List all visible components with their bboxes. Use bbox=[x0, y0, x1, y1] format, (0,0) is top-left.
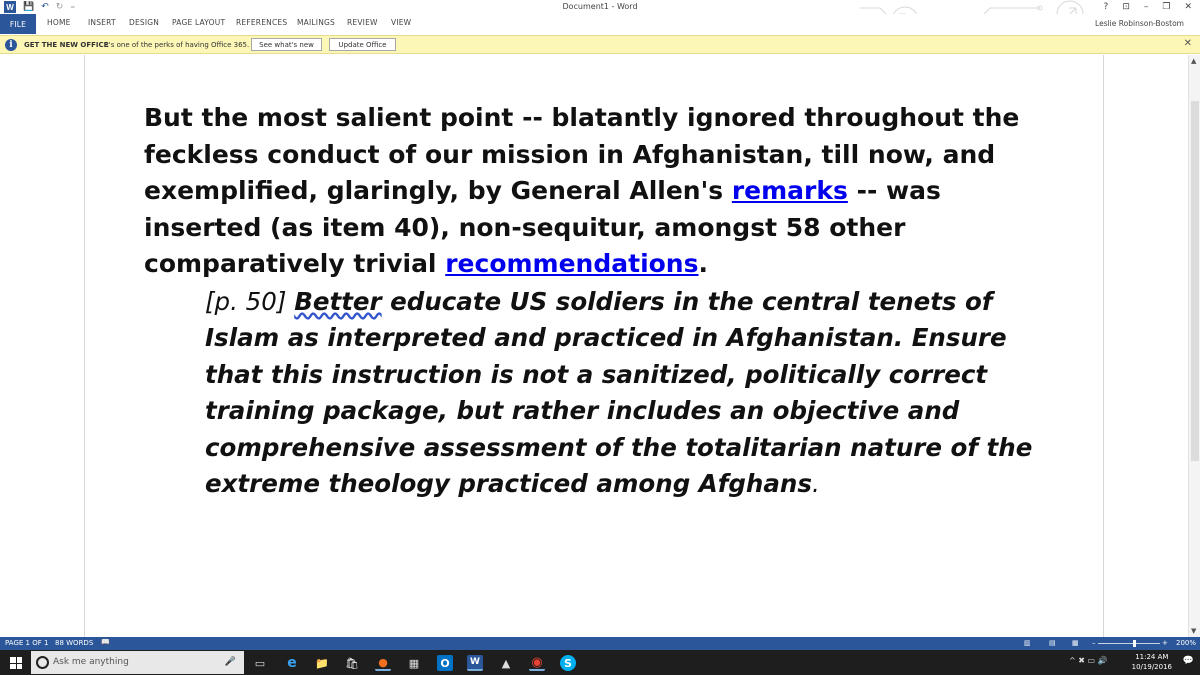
clock[interactable] bbox=[1132, 652, 1172, 672]
document-area bbox=[0, 55, 1200, 637]
status-bar bbox=[0, 637, 1200, 650]
paragraph-quote[interactable] bbox=[205, 284, 1065, 502]
quote-end: . bbox=[811, 469, 820, 499]
tab-mailings[interactable]: MAILINGS bbox=[297, 18, 335, 27]
store-icon[interactable]: 🛍 bbox=[345, 656, 359, 670]
scroll-up-icon[interactable]: ▲ bbox=[1191, 57, 1197, 65]
message-title: GET THE NEW OFFICE bbox=[24, 41, 109, 49]
close-icon[interactable]: ✕ bbox=[1183, 38, 1192, 49]
user-account[interactable]: Leslie Robinson-Bostom bbox=[1095, 19, 1184, 28]
save-icon[interactable]: 💾 bbox=[23, 2, 35, 12]
ribbon-display-options-button[interactable]: ⊡ bbox=[1122, 2, 1130, 12]
task-view-icon[interactable]: ▭ bbox=[254, 656, 266, 670]
page-count[interactable]: PAGE 1 OF 1 bbox=[5, 639, 49, 647]
tab-home[interactable]: HOME bbox=[47, 18, 71, 27]
tab-design[interactable]: DESIGN bbox=[129, 18, 160, 27]
paragraph-end: . bbox=[698, 249, 708, 278]
message-text: It's one of the perks of having Office 365. bbox=[104, 41, 250, 49]
zoom-level[interactable]: 200% bbox=[1176, 639, 1197, 647]
update-office-button[interactable]: Update Office bbox=[329, 38, 396, 51]
file-explorer-icon[interactable]: 📁 bbox=[315, 656, 329, 670]
close-button[interactable]: ✕ bbox=[1184, 2, 1192, 12]
tab-view[interactable]: VIEW bbox=[391, 18, 412, 27]
taskbar bbox=[0, 650, 1200, 675]
message-bar bbox=[0, 35, 1200, 54]
windows-start-icon[interactable] bbox=[10, 657, 22, 669]
zoom-out-button[interactable]: – bbox=[1092, 639, 1096, 647]
link-recommendations[interactable]: recommendations bbox=[445, 249, 699, 278]
window-title: Document1 - Word bbox=[562, 2, 638, 11]
scroll-thumb[interactable] bbox=[1191, 101, 1199, 461]
word-logo-icon[interactable]: W bbox=[4, 1, 16, 13]
clock-time: 11:24 AM bbox=[1135, 653, 1169, 661]
edge-icon[interactable]: e bbox=[287, 655, 297, 671]
window-controls bbox=[1104, 0, 1192, 14]
microphone-icon[interactable]: 🎤 bbox=[224, 657, 236, 667]
outlook-icon[interactable]: O bbox=[437, 655, 453, 671]
tab-file[interactable]: FILE bbox=[0, 14, 36, 34]
tab-references[interactable]: REFERENCES bbox=[236, 18, 288, 27]
paragraph-text: But the most salient point -- blatantly ignored throughout the feckless conduct of our mission in Afghanistan, till now, and exemplified, glaringly, by General Allen's bbox=[144, 103, 1020, 205]
title-bar bbox=[0, 0, 1200, 14]
system-tray-icons[interactable]: ^ ✖ ▭ 🔊 bbox=[1069, 656, 1108, 665]
print-layout-icon[interactable]: ▤ bbox=[1049, 639, 1056, 647]
tab-insert[interactable]: INSERT bbox=[88, 18, 116, 27]
vertical-scrollbar[interactable] bbox=[1188, 55, 1200, 637]
paragraph-main[interactable] bbox=[144, 100, 1044, 283]
info-icon: i bbox=[5, 39, 17, 51]
zoom-slider[interactable] bbox=[1098, 643, 1160, 644]
scroll-down-icon[interactable]: ▼ bbox=[1191, 627, 1197, 635]
firefox-icon[interactable]: ● bbox=[375, 655, 391, 671]
notifications-icon[interactable]: 💬 bbox=[1182, 656, 1194, 666]
read-mode-icon[interactable]: ▥ bbox=[1024, 639, 1031, 647]
word-icon[interactable]: W bbox=[467, 655, 483, 671]
customize-qat-icon[interactable]: ₌ bbox=[70, 2, 76, 12]
zoom-in-button[interactable]: + bbox=[1162, 639, 1168, 647]
tab-page-layout[interactable]: PAGE LAYOUT bbox=[172, 18, 226, 27]
restore-button[interactable]: ❐ bbox=[1162, 2, 1171, 12]
photos-icon[interactable]: ▲ bbox=[501, 656, 511, 670]
minimize-button[interactable]: – bbox=[1143, 2, 1149, 12]
link-remarks[interactable]: remarks bbox=[731, 176, 848, 205]
quote-text: educate US soldiers in the central tenets of Islam as interpreted and practiced in Afghanistan. Ensure that this instruction is not a sanitized, politically correct training package, but rather includes an objective and comprehensive assessment of the totalitarian nature of the extreme theology practiced among Afghans bbox=[205, 287, 1033, 499]
redo-icon[interactable]: ↻ bbox=[55, 2, 64, 12]
calculator-icon[interactable]: ▦ bbox=[408, 656, 420, 670]
web-layout-icon[interactable]: ▦ bbox=[1072, 639, 1079, 647]
chrome-icon[interactable]: ◉ bbox=[529, 655, 545, 671]
clock-date: 10/19/2016 bbox=[1131, 663, 1172, 671]
skype-icon[interactable]: S bbox=[560, 655, 576, 671]
proofing-icon[interactable]: 📖 bbox=[101, 638, 110, 646]
search-placeholder: Ask me anything bbox=[53, 657, 129, 667]
paragraph-text: -- was inserted (as item 40), non-sequitur, amongst 58 other comparatively trivial bbox=[144, 176, 941, 278]
word-count[interactable]: 88 WORDS bbox=[55, 639, 94, 647]
underlined-word: Better bbox=[294, 287, 382, 316]
tab-review[interactable]: REVIEW bbox=[347, 18, 378, 27]
undo-icon[interactable]: ↶ bbox=[41, 2, 49, 12]
ribbon-tabs bbox=[0, 14, 1200, 34]
zoom-slider-thumb[interactable] bbox=[1133, 640, 1136, 647]
see-whats-new-button[interactable]: See what's new bbox=[251, 38, 322, 51]
help-button[interactable]: ? bbox=[1103, 2, 1109, 12]
cortana-search-box[interactable] bbox=[31, 651, 244, 674]
page-reference: [p. 50] bbox=[205, 287, 295, 316]
cortana-icon bbox=[36, 656, 49, 669]
